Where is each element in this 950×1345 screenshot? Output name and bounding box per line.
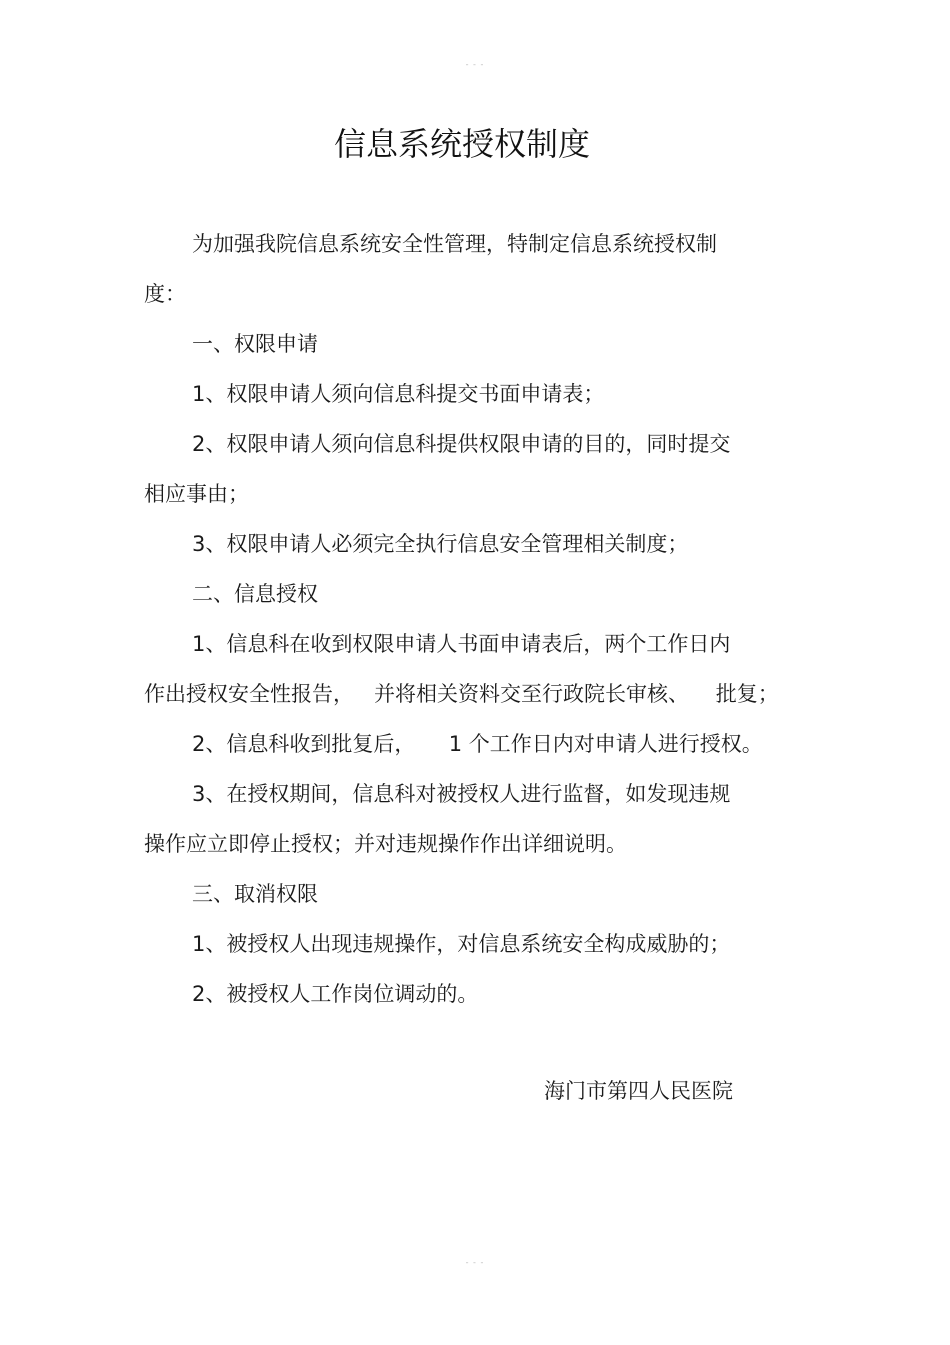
header-mark: - - - bbox=[465, 60, 485, 69]
section-heading-apply: 一、权限申请 bbox=[192, 332, 318, 356]
section-heading-revoke: 三、取消权限 bbox=[192, 882, 318, 906]
signature: 海门市第四人民医院 bbox=[544, 1079, 733, 1103]
apply-item-2: 2、权限申请人须向信息科提供权限申请的目的，同时提交 bbox=[192, 432, 731, 456]
authorize-item-1: 1、信息科在收到权限申请人书面申请表后，两个工作日内 bbox=[192, 632, 731, 656]
apply-item-2-cont: 相应事由； bbox=[144, 482, 249, 506]
apply-item-1: 1、权限申请人须向信息科提交书面申请表； bbox=[192, 382, 605, 406]
authorize-item-2: 2、信息科收到批复后， 1 个工作日内对申请人进行授权。 bbox=[192, 732, 763, 756]
authorize-item-1-cont: 作出授权安全性报告， 并将相关资料交至行政院长审核、 批复； bbox=[144, 682, 779, 706]
apply-item-3: 3、权限申请人必须完全执行信息安全管理相关制度； bbox=[192, 532, 689, 556]
revoke-item-1: 1、被授权人出现违规操作，对信息系统安全构成威胁的； bbox=[192, 932, 731, 956]
revoke-item-2: 2、被授权人工作岗位调动的。 bbox=[192, 982, 479, 1006]
authorize-item-3: 3、在授权期间，信息科对被授权人进行监督，如发现违规 bbox=[192, 782, 731, 806]
section-heading-authorize: 二、信息授权 bbox=[192, 582, 318, 606]
intro-line-2: 度： bbox=[144, 282, 186, 306]
document-title: 信息系统授权制度 bbox=[333, 125, 590, 163]
authorize-item-3-cont: 操作应立即停止授权；并对违规操作作出详细说明。 bbox=[144, 832, 627, 856]
intro-line-1: 为加强我院信息系统安全性管理，特制定信息系统授权制 bbox=[192, 232, 717, 256]
footer-mark: - - - bbox=[465, 1258, 485, 1267]
